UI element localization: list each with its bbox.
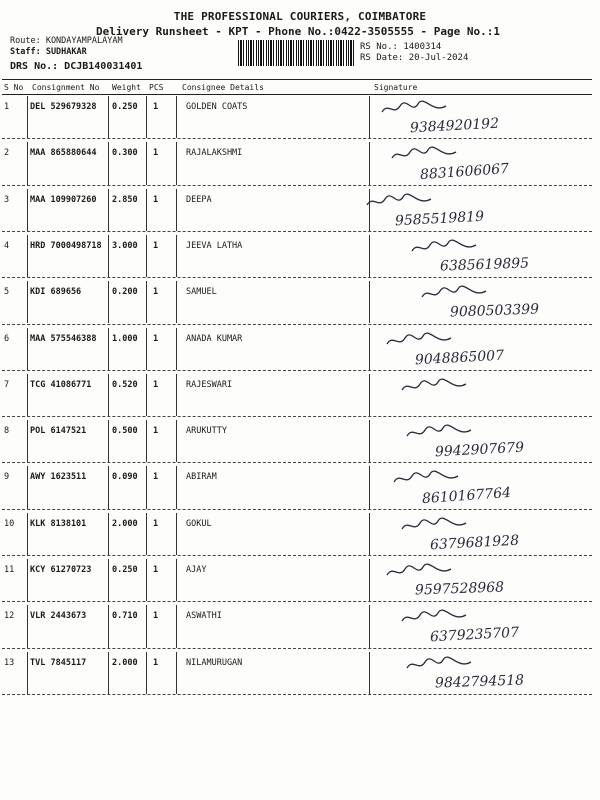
cell-sno: 11 [4, 565, 15, 575]
cell-consignee: ARUKUTTY [186, 426, 227, 437]
column-divider [369, 235, 370, 277]
signature-scribble-icon [400, 517, 470, 535]
signature-phone: 9842794518 [434, 672, 525, 692]
column-divider [27, 652, 28, 694]
cell-consignment: KCY 61270723 [30, 565, 92, 575]
column-divider [27, 189, 28, 231]
cell-consignment: VLR 2443673 [30, 611, 87, 622]
column-divider [108, 281, 109, 323]
col-header-pcs: PCS [149, 83, 164, 92]
col-header-signature: Signature [374, 83, 418, 92]
cell-consignment: TCG 41086771 [30, 379, 92, 390]
signature-phone: 9585519819 [394, 208, 485, 229]
cell-weight: 0.250 [112, 102, 138, 112]
cell-sno: 3 [4, 194, 10, 205]
cell-sno: 4 [4, 240, 10, 251]
column-divider [369, 281, 370, 323]
row-separator [2, 416, 592, 417]
company-title: THE PROFESSIONAL COURIERS, COIMBATORE [173, 10, 427, 23]
barcode-icon [238, 40, 354, 66]
column-divider [369, 142, 370, 184]
cell-consignee: ABIRAM [186, 472, 217, 483]
column-divider [108, 328, 109, 370]
cell-consignment: KLK 8138101 [30, 518, 87, 529]
column-divider [176, 559, 177, 601]
signature-scribble-icon [390, 146, 460, 164]
row-separator [2, 555, 592, 556]
cell-sno: 1 [4, 102, 10, 112]
column-divider [369, 466, 370, 508]
cell-sno: 8 [4, 426, 10, 437]
column-divider [146, 605, 147, 647]
cell-weight: 2.000 [112, 518, 138, 529]
column-divider [176, 142, 177, 184]
cell-weight: 0.250 [112, 565, 138, 575]
column-divider [369, 559, 370, 601]
column-divider [27, 466, 28, 508]
row-separator [2, 462, 592, 463]
column-divider [108, 420, 109, 462]
row-separator [2, 277, 592, 278]
drs-number: DRS No.: DCJB140031401 [10, 61, 143, 72]
column-divider [27, 96, 28, 138]
column-divider [369, 328, 370, 370]
cell-pcs: 1 [153, 426, 159, 437]
cell-sno: 10 [4, 518, 15, 529]
column-divider [108, 605, 109, 647]
row-separator [2, 324, 592, 325]
column-divider [27, 235, 28, 277]
signature-scribble-icon [405, 424, 475, 442]
rs-number: RS No.: 1400314 [360, 42, 442, 52]
column-divider [108, 652, 109, 694]
column-divider [176, 652, 177, 694]
column-divider [108, 374, 109, 416]
cell-consignment: MAA 575546388 [30, 333, 97, 344]
column-divider [27, 142, 28, 184]
column-divider [369, 420, 370, 462]
column-divider [146, 281, 147, 323]
column-divider [108, 513, 109, 555]
cell-weight: 1.000 [112, 333, 138, 344]
column-divider [146, 96, 147, 138]
column-divider [27, 420, 28, 462]
column-divider [369, 605, 370, 647]
col-header-consignment: Consignment No [32, 83, 100, 92]
column-divider [146, 652, 147, 694]
cell-weight: 2.850 [112, 194, 138, 205]
cell-weight: 3.000 [112, 240, 138, 251]
column-divider [146, 559, 147, 601]
cell-consignee: RAJESWARI [186, 379, 233, 390]
staff-label: Staff: SUDHAKAR [10, 47, 87, 57]
signature-phone: 6385619895 [439, 255, 530, 275]
column-divider [146, 466, 147, 508]
header-bottom-rule [2, 94, 592, 95]
column-divider [176, 328, 177, 370]
signature-phone: 9048865007 [414, 347, 505, 368]
signature-scribble-icon [400, 378, 470, 396]
column-divider [176, 189, 177, 231]
cell-consignee: JEEVA LATHA [186, 240, 243, 251]
column-divider [146, 328, 147, 370]
column-divider [146, 374, 147, 416]
signature-phone: 6379235707 [429, 624, 520, 646]
column-divider [27, 605, 28, 647]
column-divider [176, 281, 177, 323]
signature-phone: 9080503399 [449, 301, 540, 321]
column-divider [176, 96, 177, 138]
column-divider [27, 374, 28, 416]
column-divider [176, 374, 177, 416]
cell-pcs: 1 [153, 194, 159, 205]
signature-scribble-icon [380, 100, 450, 118]
cell-weight: 0.090 [112, 472, 138, 483]
row-separator [2, 231, 592, 232]
column-divider [108, 96, 109, 138]
column-divider [369, 513, 370, 555]
cell-sno: 2 [4, 148, 10, 159]
cell-weight: 0.200 [112, 287, 138, 298]
cell-pcs: 1 [153, 472, 159, 483]
cell-consignee: SAMUEL [186, 287, 217, 298]
cell-weight: 0.710 [112, 611, 138, 622]
signature-phone: 6379681928 [429, 532, 520, 554]
cell-pcs: 1 [153, 287, 159, 298]
cell-consignee: NILAMURUGAN [186, 657, 243, 668]
cell-consignment: POL 6147521 [30, 426, 87, 437]
cell-consignment: DEL 529679328 [30, 102, 97, 112]
rs-date: RS Date: 20-Jul-2024 [360, 53, 469, 63]
col-header-weight: Weight [112, 83, 141, 92]
signature-phone: 8610167764 [421, 485, 512, 508]
column-divider [108, 189, 109, 231]
cell-consignment: TVL 7845117 [30, 657, 87, 668]
column-divider [369, 652, 370, 694]
cell-weight: 0.300 [112, 148, 138, 159]
route-label: Route: KONDAYAMPALAYAM [10, 36, 123, 46]
row-separator [2, 509, 592, 510]
signature-phone: 9384920192 [409, 115, 500, 137]
column-divider [27, 513, 28, 555]
signature-scribble-icon [385, 332, 455, 350]
signature-phone: 9942907679 [434, 439, 525, 461]
header-top-rule [2, 79, 592, 80]
cell-weight: 0.520 [112, 379, 138, 390]
row-separator [2, 370, 592, 371]
cell-sno: 12 [4, 611, 15, 622]
signature-phone: 8831606067 [419, 161, 510, 184]
cell-sno: 13 [4, 657, 15, 668]
column-divider [176, 605, 177, 647]
signature-scribble-icon [365, 193, 435, 211]
column-divider [108, 559, 109, 601]
column-divider [146, 420, 147, 462]
col-header-consignee: Consignee Details [182, 83, 264, 92]
cell-consignment: AWY 1623511 [30, 472, 87, 483]
cell-consignee: ASWATHI [186, 611, 222, 622]
cell-sno: 6 [4, 333, 10, 344]
column-divider [108, 142, 109, 184]
column-divider [108, 235, 109, 277]
column-divider [176, 235, 177, 277]
cell-consignment: MAA 865880644 [30, 148, 97, 159]
cell-weight: 2.000 [112, 657, 138, 668]
cell-pcs: 1 [153, 333, 159, 344]
cell-pcs: 1 [153, 611, 159, 622]
column-divider [146, 142, 147, 184]
cell-consignee: AJAY [186, 565, 207, 575]
column-divider [146, 513, 147, 555]
column-divider [146, 235, 147, 277]
row-separator [2, 648, 592, 649]
cell-consignee: RAJALAKSHMI [186, 148, 243, 159]
cell-weight: 0.500 [112, 426, 138, 437]
cell-pcs: 1 [153, 148, 159, 159]
column-divider [108, 466, 109, 508]
row-separator [2, 694, 592, 695]
cell-consignment: MAA 109907260 [30, 194, 97, 205]
cell-pcs: 1 [153, 657, 159, 668]
cell-consignment: KDI 689656 [30, 287, 82, 298]
column-divider [27, 559, 28, 601]
cell-pcs: 1 [153, 102, 159, 112]
signature-scribble-icon [385, 563, 455, 581]
cell-sno: 9 [4, 472, 10, 483]
signature-scribble-icon [405, 656, 475, 674]
row-separator [2, 601, 592, 602]
column-divider [176, 466, 177, 508]
signature-phone: 9597528968 [414, 579, 505, 599]
column-divider [176, 513, 177, 555]
cell-consignment: HRD 7000498718 [30, 240, 102, 251]
column-divider [27, 281, 28, 323]
column-divider [369, 374, 370, 416]
row-separator [2, 138, 592, 139]
column-divider [176, 420, 177, 462]
column-divider [369, 96, 370, 138]
runsheet-title: Delivery Runsheet - KPT - Phone No.:0422-3505555 - Page No.:1 [96, 25, 500, 38]
row-separator [2, 185, 592, 186]
col-header-sno: S No [4, 83, 24, 92]
cell-pcs: 1 [153, 240, 159, 251]
signature-scribble-icon [420, 285, 490, 303]
cell-consignee: ANADA KUMAR [186, 333, 243, 344]
signature-scribble-icon [392, 470, 462, 488]
column-divider [27, 328, 28, 370]
cell-sno: 5 [4, 287, 10, 298]
signature-scribble-icon [400, 609, 470, 627]
cell-sno: 7 [4, 379, 10, 390]
cell-consignee: DEEPA [186, 194, 212, 205]
cell-pcs: 1 [153, 518, 159, 529]
cell-pcs: 1 [153, 565, 159, 575]
cell-pcs: 1 [153, 379, 159, 390]
column-divider [146, 189, 147, 231]
signature-scribble-icon [410, 239, 480, 257]
cell-consignee: GOKUL [186, 518, 212, 529]
cell-consignee: GOLDEN COATS [186, 102, 248, 112]
